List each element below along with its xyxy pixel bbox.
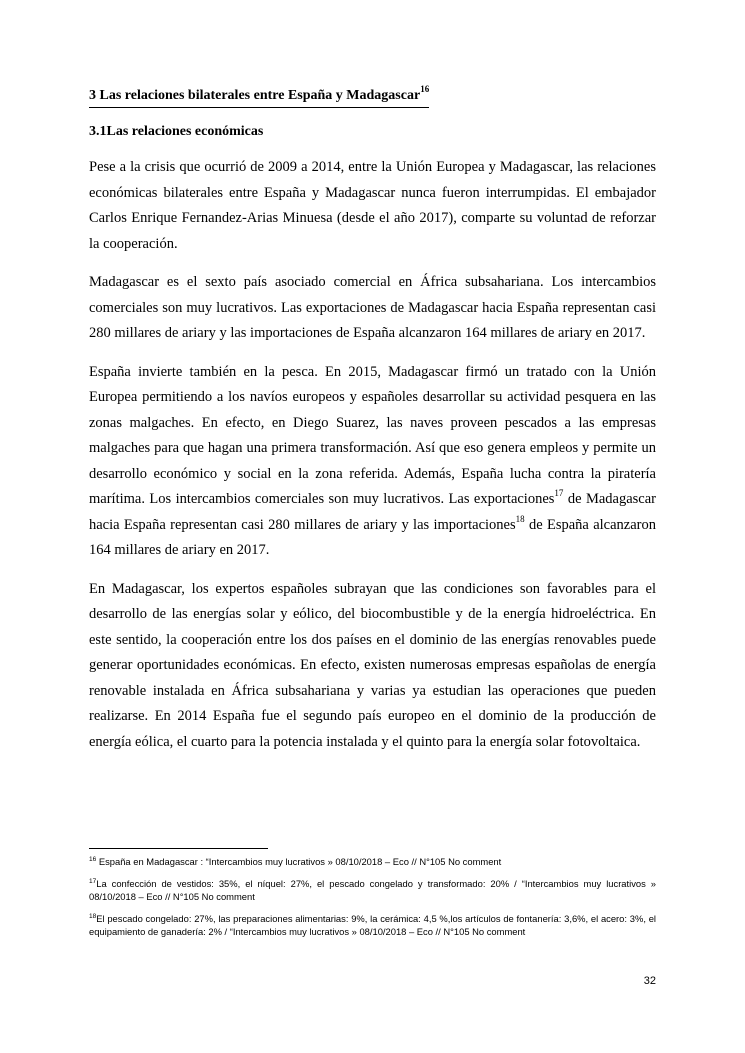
paragraph-3-text-a: España invierte también en la pesca. En 2015, Madagascar firmó un tratado con la Unión Europea permitiendo a los navíos europeos y españoles desarrollar su actividad pesquera en las zonas malgaches. En efecto, en Diego Suarez, las naves proveen pescados a las empresas malgaches para que hagan una primera transformación. Así que eso genera empleos y permite un desarrollo económico y social en la zona referida. Además, España lucha contra la piratería marítima. Los intercambios comerciales son muy lucrativos. Las exportaciones [89, 363, 656, 507]
footnote-ref-17: 17 [554, 488, 564, 498]
footnote-number: 18 [89, 912, 97, 920]
footnotes [89, 855, 656, 947]
page-number: 32 [643, 975, 656, 987]
section-heading-text: 3 Las relaciones bilaterales entre España y Madagascar [89, 88, 421, 103]
footnote-ref-16: 16 [420, 84, 430, 94]
footnote-separator [89, 848, 268, 849]
paragraph-3-text-c: de España alcanzaron 164 millares de ariary en 2017. [89, 516, 656, 558]
footnote-17 [89, 877, 656, 904]
footnote-text: España en Madagascar : “Intercambios muy lucrativos » 08/10/2018 – Eco // N°105 No comment [96, 856, 502, 867]
footnote-number: 16 [89, 856, 97, 863]
paragraph-3 [89, 360, 656, 564]
subsection-heading: 3.1Las relaciones económicas [89, 124, 264, 139]
paragraph-3-text-b: de Madagascar hacia España representan casi 280 millares de ariary y las importaciones [89, 491, 656, 533]
section-heading [89, 86, 429, 108]
document-body [89, 86, 656, 755]
footnote-ref-18: 18 [515, 513, 525, 524]
footnote-number: 17 [89, 877, 97, 885]
footnote-16 [89, 855, 656, 869]
footnote-text: La confección de vestidos: 35%, el níquel: 27%, el pescado congelado y transformado: 20% / “Intercambios muy lucrativos » 08/10/2018 – Eco // N°105 No comment [89, 877, 656, 902]
paragraph-4: En Madagascar, los expertos españoles subrayan que las condiciones son favorables para el desarrollo de las energías solar y eólico, del biocombustible y de la energía hidroeléctrica. En este sentido, la cooperación entre los dos países en el dominio de las energías renovables puede generar oportunidades económicas. En efecto, existen numerosas empresas españolas de energía renovable instalada en África subsahariana y varias ya estudian las operaciones que pueden realizarse. En 2014 España fue el segundo país europeo en el dominio de la producción de energía eólica, el cuarto para la potencia instalada y el quinto para la energía solar fotovoltaica. [89, 580, 656, 750]
paragraph-2: Madagascar es el sexto país asociado comercial en África subsahariana. Los intercambios comerciales son muy lucrativos. Las exportaciones de Madagascar hacia España representan casi 280 millares de ariary y las importaciones de España alcanzaron 164 millares de ariary en 2017. [89, 274, 656, 341]
footnote-18 [89, 912, 656, 939]
paragraph-1: Pese a la crisis que ocurrió de 2009 a 2014, entre la Unión Europea y Madagascar, las relaciones económicas bilaterales entre España y Madagascar nunca fueron interrumpidas. El embajador Carlos Enrique Fernandez-Arias Minuesa (desde el año 2017), comparte su voluntad de reforzar la cooperación. [89, 159, 656, 252]
footnote-text: El pescado congelado: 27%, las preparaciones alimentarias: 9%, la cerámica: 4,5 %,los artículos de fontanería: 3,6%, el acero: 3%, el equipamiento de ganadería: 2% / “Intercambios muy lucrativos » 08/10/2018 – Eco // N°105 No comment [89, 912, 656, 937]
